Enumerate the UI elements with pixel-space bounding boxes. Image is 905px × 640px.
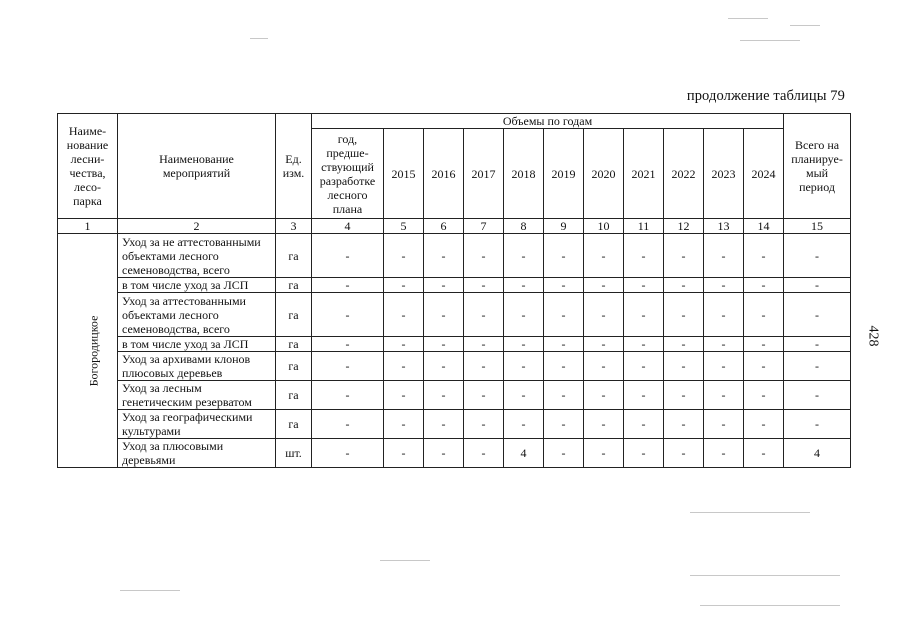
col-number: 14 [744, 219, 784, 234]
value-cell: - [384, 278, 424, 293]
value-cell: - [744, 439, 784, 468]
value-cell: - [312, 234, 384, 278]
value-cell: - [504, 278, 544, 293]
col-number: 13 [704, 219, 744, 234]
value-cell: - [624, 352, 664, 381]
table-row [58, 337, 851, 352]
value-cell: - [704, 381, 744, 410]
value-cell: - [312, 439, 384, 468]
value-cell: - [704, 293, 744, 337]
value-cell: - [384, 337, 424, 352]
unit-cell: га [276, 234, 312, 278]
col-number: 1 [58, 219, 118, 234]
header-total [784, 114, 851, 219]
value-cell: - [464, 352, 504, 381]
value-cell: - [384, 293, 424, 337]
value-cell: - [424, 352, 464, 381]
header-prev-year [312, 129, 384, 219]
value-cell: - [584, 381, 624, 410]
value-cell: - [424, 293, 464, 337]
activity-name: Уход за не аттестованными объектами лесного семеноводства, всего [118, 234, 276, 278]
value-cell: - [624, 337, 664, 352]
col-number: 5 [384, 219, 424, 234]
value-cell: - [664, 278, 704, 293]
value-cell: - [424, 234, 464, 278]
table-row [58, 352, 851, 381]
value-cell: - [784, 234, 851, 278]
header-year: 2024 [744, 129, 784, 219]
value-cell: - [504, 381, 544, 410]
activities-table [57, 113, 851, 468]
unit-cell: га [276, 410, 312, 439]
unit-cell: га [276, 293, 312, 337]
value-cell: - [664, 410, 704, 439]
value-cell: - [704, 234, 744, 278]
value-cell: - [312, 337, 384, 352]
header-total-text: Всего на планируе- мый период [791, 138, 843, 194]
value-cell: - [704, 439, 744, 468]
value-cell: - [544, 293, 584, 337]
table-row [58, 234, 851, 278]
value-cell: - [464, 410, 504, 439]
value-cell: - [664, 352, 704, 381]
value-cell: - [584, 278, 624, 293]
value-cell: - [544, 234, 584, 278]
header-forestry-text: Наиме- нование лесни- чества, лесо- парка [66, 124, 109, 208]
value-cell: - [312, 381, 384, 410]
activity-name: Уход за плюсовыми деревьями [118, 439, 276, 468]
value-cell: - [744, 381, 784, 410]
header-activity [118, 114, 276, 219]
value-cell: - [544, 278, 584, 293]
forestry-name: Богородицкое [86, 315, 101, 386]
value-cell: - [704, 352, 744, 381]
value-cell: - [504, 293, 544, 337]
value-cell: - [312, 293, 384, 337]
value-cell: - [464, 278, 504, 293]
value-cell: - [624, 234, 664, 278]
header-year: 2020 [584, 129, 624, 219]
col-number: 11 [624, 219, 664, 234]
value-cell: - [384, 439, 424, 468]
value-cell: - [504, 234, 544, 278]
table-row [58, 293, 851, 337]
header-prev-year-text: год, предше- ствующий разработке лесного плана [319, 131, 376, 216]
scan-noise [728, 18, 768, 19]
scan-noise [250, 38, 268, 39]
activity-name: в том числе уход за ЛСП [118, 337, 276, 352]
table-row [58, 410, 851, 439]
value-cell: - [584, 410, 624, 439]
col-number: 10 [584, 219, 624, 234]
scan-noise [690, 575, 840, 576]
col-number: 12 [664, 219, 704, 234]
value-cell: - [784, 381, 851, 410]
col-number: 9 [544, 219, 584, 234]
activity-name: Уход за лесным генетическим резерватом [118, 381, 276, 410]
header-year: 2015 [384, 129, 424, 219]
value-cell: - [544, 439, 584, 468]
value-cell: - [624, 410, 664, 439]
value-cell: - [504, 410, 544, 439]
value-cell: - [784, 410, 851, 439]
activity-name: Уход за архивами клонов плюсовых деревьев [118, 352, 276, 381]
value-cell: - [464, 337, 504, 352]
value-cell: - [312, 352, 384, 381]
value-cell: - [384, 410, 424, 439]
value-cell: - [584, 293, 624, 337]
header-volumes: Объемы по годам [312, 114, 784, 129]
value-cell: - [624, 278, 664, 293]
scan-noise [790, 25, 820, 26]
value-cell: - [544, 410, 584, 439]
value-cell: - [584, 234, 624, 278]
unit-cell: га [276, 337, 312, 352]
value-cell: - [464, 293, 504, 337]
value-cell: - [504, 352, 544, 381]
unit-cell: га [276, 278, 312, 293]
header-year: 2019 [544, 129, 584, 219]
col-number: 4 [312, 219, 384, 234]
value-cell: - [664, 234, 704, 278]
header-year: 2022 [664, 129, 704, 219]
scan-noise [690, 512, 810, 513]
table-caption: продолжение таблицы 79 [686, 88, 845, 104]
header-unit-text: Ед. изм. [282, 152, 305, 180]
value-cell: - [584, 352, 624, 381]
unit-cell: га [276, 381, 312, 410]
header-year: 2017 [464, 129, 504, 219]
value-cell: - [424, 410, 464, 439]
value-cell: - [424, 337, 464, 352]
value-cell: - [784, 293, 851, 337]
value-cell: - [704, 410, 744, 439]
table-row [58, 278, 851, 293]
value-cell: - [744, 278, 784, 293]
value-cell: - [464, 234, 504, 278]
value-cell: - [664, 381, 704, 410]
value-cell: - [312, 278, 384, 293]
value-cell: - [744, 337, 784, 352]
activity-name: Уход за аттестованными объектами лесного семеноводства, всего [118, 293, 276, 337]
header-forestry [58, 114, 118, 219]
value-cell: - [744, 293, 784, 337]
value-cell: - [544, 352, 584, 381]
scan-noise [380, 560, 430, 561]
value-cell: - [464, 381, 504, 410]
value-cell: - [504, 337, 544, 352]
col-number: 7 [464, 219, 504, 234]
value-cell: - [744, 410, 784, 439]
value-cell: - [784, 352, 851, 381]
value-cell: - [664, 293, 704, 337]
value-cell: - [664, 439, 704, 468]
table-row [58, 439, 851, 468]
value-cell: - [624, 293, 664, 337]
value-cell: - [784, 278, 851, 293]
table-row [58, 381, 851, 410]
header-year: 2018 [504, 129, 544, 219]
scan-noise [740, 40, 800, 41]
header-activity-text: Наименование мероприятий [159, 152, 234, 180]
value-cell: - [424, 381, 464, 410]
value-cell: - [624, 439, 664, 468]
value-cell: - [424, 439, 464, 468]
value-cell: 4 [784, 439, 851, 468]
value-cell: - [584, 439, 624, 468]
scan-noise [120, 590, 180, 591]
unit-cell: га [276, 352, 312, 381]
value-cell: - [424, 278, 464, 293]
value-cell: - [464, 439, 504, 468]
unit-cell: шт. [276, 439, 312, 468]
value-cell: - [584, 337, 624, 352]
col-number: 15 [784, 219, 851, 234]
header-year: 2021 [624, 129, 664, 219]
activity-name: в том числе уход за ЛСП [118, 278, 276, 293]
value-cell: - [384, 381, 424, 410]
value-cell: - [624, 381, 664, 410]
column-number-row [58, 219, 851, 234]
header-unit [276, 114, 312, 219]
col-number: 6 [424, 219, 464, 234]
value-cell: - [704, 337, 744, 352]
page-number: 428 [865, 325, 881, 347]
value-cell: - [544, 337, 584, 352]
forestry-name-cell [58, 234, 118, 468]
col-number: 3 [276, 219, 312, 234]
value-cell: - [664, 337, 704, 352]
value-cell: - [544, 381, 584, 410]
col-number: 2 [118, 219, 276, 234]
scan-noise [700, 605, 840, 606]
value-cell: - [744, 234, 784, 278]
header-year: 2016 [424, 129, 464, 219]
activity-name: Уход за географическими культурами [118, 410, 276, 439]
header-year: 2023 [704, 129, 744, 219]
value-cell: 4 [504, 439, 544, 468]
value-cell: - [744, 352, 784, 381]
col-number: 8 [504, 219, 544, 234]
value-cell: - [384, 352, 424, 381]
value-cell: - [784, 337, 851, 352]
value-cell: - [312, 410, 384, 439]
value-cell: - [384, 234, 424, 278]
value-cell: - [704, 278, 744, 293]
